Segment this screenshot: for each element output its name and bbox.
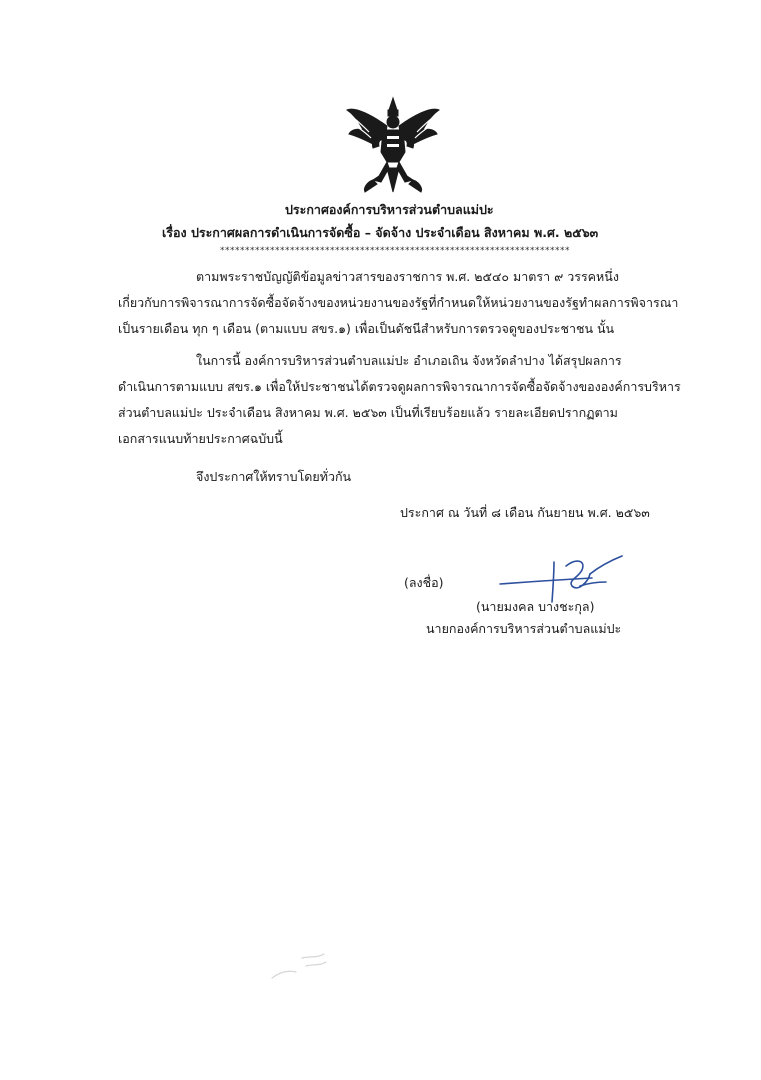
separator-line: ********************************************************************** xyxy=(220,246,570,256)
faint-scan-mark xyxy=(266,948,336,988)
para1-line1: ตามพระราชบัญญัติข้อมูลข่าวสารของราชการ พ.ศ. ๒๕๔๐ มาตรา ๙ วรรคหนึ่ง xyxy=(196,269,619,284)
para2-line4: เอกสารแนบท้ายประกาศฉบับนี้ xyxy=(118,431,283,446)
signed-label: (ลงชื่อ) xyxy=(404,575,444,590)
announcement-date: ประกาศ ณ วันที่ ๘ เดือน กันยายน พ.ศ. ๒๕๖๓ xyxy=(400,505,650,520)
announcement-title: ประกาศองค์การบริหารส่วนตำบลแม่ปะ xyxy=(285,202,494,217)
signer-position: นายกองค์การบริหารส่วนตำบลแม่ปะ xyxy=(426,621,622,636)
para2-line3: ส่วนตำบลแม่ปะ ประจำเดือน สิงหาคม พ.ศ. ๒๕๖๓ เป็นที่เรียบร้อยแล้ว รายละเอียดปรากฏตาม xyxy=(118,405,618,420)
para1-line2: เกี่ยวกับการพิจารณาการจัดซื้อจัดจ้างของหน่วยงานของรัฐที่กำหนดให้หน่วยงานของรัฐทำผลการพิจารณา xyxy=(118,295,679,310)
announcement-subject: เรื่อง ประกาศผลการดำเนินการจัดซื้อ – จัดจ้าง ประจำเดือน สิงหาคม พ.ศ. ๒๕๖๓ xyxy=(162,225,599,240)
signer-name: (นายมงคล บางชะกุล) xyxy=(476,599,595,614)
para1-line3: เป็นรายเดือน ทุก ๆ เดือน (ตามแบบ สขร.๑) เพื่อเป็นดัชนีสำหรับการตรวจดูของประชาชน นั้น xyxy=(118,321,615,336)
para2-line2: ดำเนินการตามแบบ สขร.๑ เพื่อให้ประชาชนได้ตรวจดูผลการพิจารณาการจัดซื้อจัดจ้างขององค์การบริหาร xyxy=(118,379,681,394)
garuda-emblem-icon xyxy=(343,96,443,194)
closing-statement: จึงประกาศให้ทราบโดยทั่วกัน xyxy=(196,469,352,484)
para2-line1: ในการนี้ องค์การบริหารส่วนตำบลแม่ปะ อำเภอเถิน จังหวัดลำปาง ได้สรุปผลการ xyxy=(196,353,622,368)
